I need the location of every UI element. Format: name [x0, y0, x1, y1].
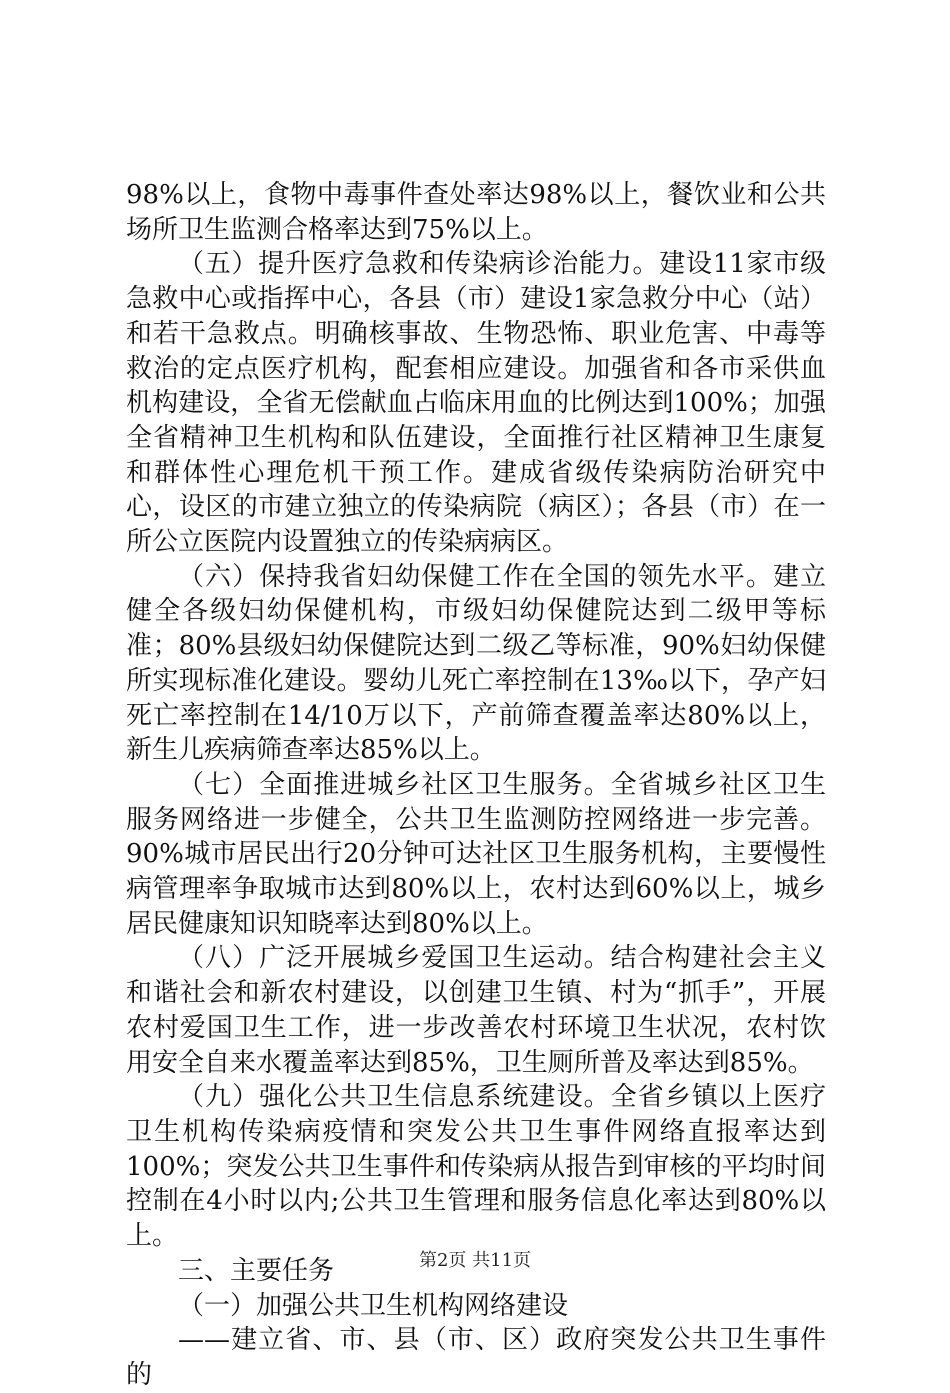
paragraph-section-5: （五）提升医疗急救和传染病诊治能力。建设11家市级急救中心或指挥中心，各县（市）建设1家急救分中心（站）和若干急救点。明确核事故、生物恐怖、职业危害、中毒等救治的定点医疗机构，配套相应建设。加强省和各市采供血机构建设，全省无偿献血占临床用血的比例达到100%；加强全省精神卫生机构和队伍建设，全面推行社区精神卫生康复和群体性心理危机干预工作。建成省级传染病防治研究中心，设区的市建立独立的传染病院（病区）；各县（市）在一所公立医院内设置独立的传染病病区。 — [126, 249, 826, 558]
page-footer: 第2页 共11页 — [418, 1250, 532, 1271]
paragraph-task-1-item: ——建立省、市、县（市、区）政府突发公共卫生事件的 — [126, 1325, 826, 1390]
document-body — [126, 178, 826, 1393]
heading-main-tasks: 三、主要任务 — [178, 1255, 335, 1286]
subheading-task-1: （一）加强公共卫生机构网络建设 — [178, 1290, 569, 1321]
paragraph-continuation: 98%以上，食物中毒事件查处率达98%以上，餐饮业和公共场所卫生监测合格率达到75%以上。 — [126, 180, 826, 245]
paragraph-section-7: （七）全面推进城乡社区卫生服务。全省城乡社区卫生服务网络进一步健全，公共卫生监测防控网络进一步完善。90%城市居民出行20分钟可达社区卫生服务机构，主要慢性病管理率争取城市达到80%以上，农村达到60%以上，城乡居民健康知识知晓率达到80%以上。 — [126, 769, 826, 939]
paragraph-section-8: （八）广泛开展城乡爱国卫生运动。结合构建社会主义和谐社会和新农村建设，以创建卫生镇、村为“抓手”，开展农村爱国卫生工作，进一步改善农村环境卫生状况，农村饮用安全自来水覆盖率达到85%，卫生厕所普及率达到85%。 — [126, 943, 826, 1078]
paragraph-section-6: （六）保持我省妇幼保健工作在全国的领先水平。建立健全各级妇幼保健机构，市级妇幼保健院达到二级甲等标准；80%县级妇幼保健院达到二级乙等标准，90%妇幼保健所实现标准化建设。婴幼儿死亡率控制在13‰以下，孕产妇死亡率控制在14/10万以下，产前筛查覆盖率达80%以上，新生儿疾病筛查率达85%以上。 — [126, 561, 826, 766]
paragraph-section-9: （九）强化公共卫生信息系统建设。全省乡镇以上医疗卫生机构传染病疫情和突发公共卫生事件网络直报率达到100%；突发公共卫生事件和传染病从报告到审核的平均时间控制在4小时以内;公共卫生管理和服务信息化率达到80%以上。 — [126, 1082, 826, 1252]
